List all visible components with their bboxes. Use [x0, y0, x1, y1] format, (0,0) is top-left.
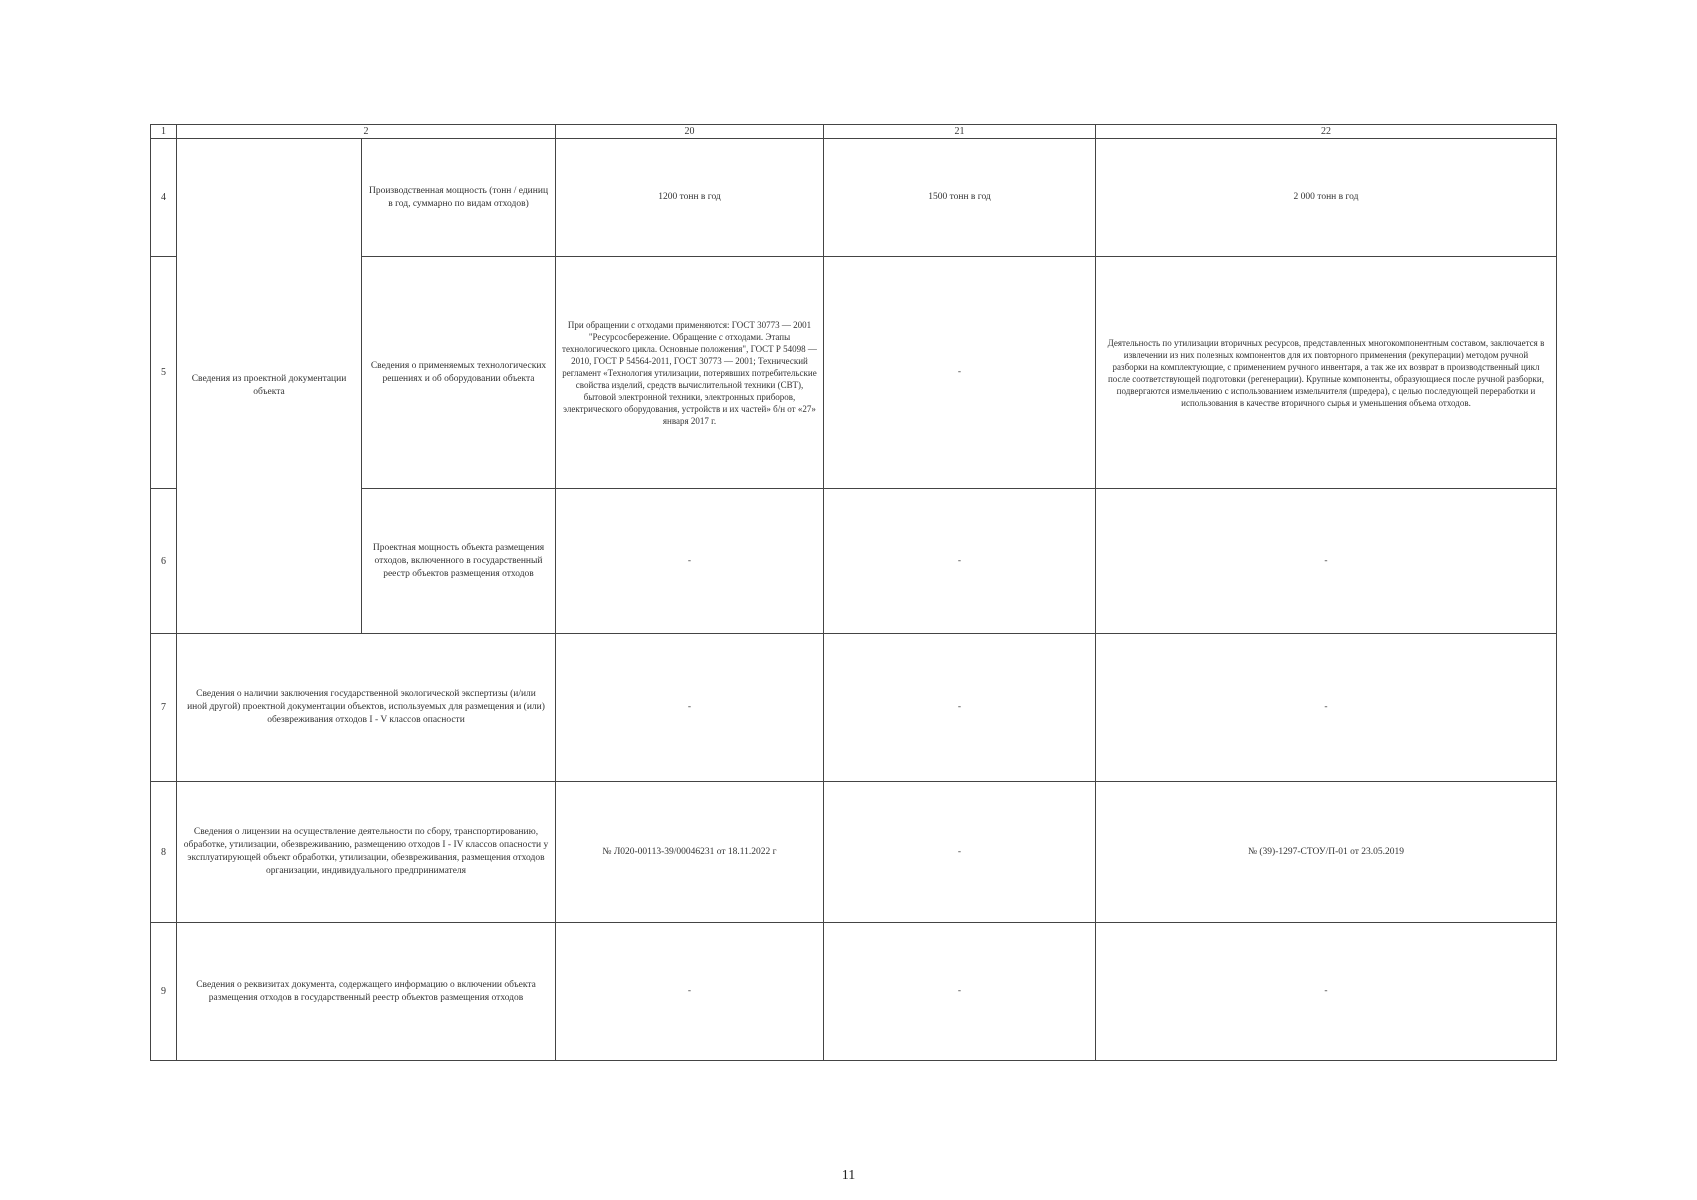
- row-label: Сведения о применяемых технологических решениях и об оборудовании объекта: [362, 257, 556, 489]
- table-row-9: [151, 923, 1557, 1061]
- cell-20: -: [556, 923, 824, 1061]
- row-label: Производственная мощность (тонн / единиц в год, суммарно по видам отходов): [362, 139, 556, 257]
- row-label: Сведения о лицензии на осуществление деятельности по сбору, транспортированию, обработке, утилизации, обезвреживанию, размещению отходов I - IV классов опасности у эксплуатирующей объект обработки, утилизации, обезвреживания, размещения отходов организации, индивидуального предпринимателя: [177, 782, 556, 923]
- header-col-22: 22: [1096, 125, 1557, 139]
- cell-21: -: [824, 257, 1096, 489]
- row-label: Сведения о реквизитах документа, содержащего информацию о включении объекта размещения отходов в государственный реестр объектов размещения отходов: [177, 923, 556, 1061]
- row-label: Сведения о наличии заключения государственной экологической экспертизы (и/или иной другой) проектной документации объектов, используемых для размещения и (или) обезвреживания отходов I - V классов опасности: [177, 634, 556, 782]
- table-row-4: [151, 139, 1557, 257]
- cell-22: -: [1096, 923, 1557, 1061]
- cell-20: -: [556, 634, 824, 782]
- header-col-21: 21: [824, 125, 1096, 139]
- cell-20: При обращении с отходами применяются: ГОСТ 30773 — 2001 "Ресурсосбережение. Обращение с отходами. Этапы технологического цикла. Основные положения", ГОСТ Р 54098 — 2010, ГОСТ Р 54564-2011, ГОСТ 30773 — 2001; Технический регламент «Технология утилизации, потерявших потребительские свойства изделий, средств вычислительной техники (СВТ), бытовой электронной техники, электронных приборов, электрического оборудования, устройств и их частей» б/н от «27» января 2017 г.: [556, 257, 824, 489]
- cell-20: № Л020-00113-39/00046231 от 18.11.2022 г: [556, 782, 824, 923]
- row-number: 5: [151, 257, 177, 489]
- table-row-5: [151, 257, 1557, 489]
- row-number: 9: [151, 923, 177, 1061]
- header-row: [151, 125, 1557, 139]
- table-row-8: [151, 782, 1557, 923]
- table-row-6: [151, 489, 1557, 634]
- data-table: [150, 124, 1557, 1061]
- cell-22: -: [1096, 634, 1557, 782]
- header-col-2: 2: [177, 125, 556, 139]
- cell-22: Деятельность по утилизации вторичных ресурсов, представленных многокомпонентным составом, заключается в извлечении из них полезных компонентов для их повторного применения (рекуперации) методом ручной разборки на комплектующие, с применением ручного инвентаря, а так же их возврат в производственный цикл после соответствующей подготовки (регенерации). Крупные компоненты, образующиеся после ручной разборки, подвергаются измельчению с использованием измельчителя (шредера), с целью последующей переработки и использования в качестве вторичного сырья и уменьшения объема отходов.: [1096, 257, 1557, 489]
- cell-22: -: [1096, 489, 1557, 634]
- row-number: 6: [151, 489, 177, 634]
- row-number: 4: [151, 139, 177, 257]
- cell-20: -: [556, 489, 824, 634]
- header-col-20: 20: [556, 125, 824, 139]
- cell-21: -: [824, 489, 1096, 634]
- table-row-7: [151, 634, 1557, 782]
- group-label-cell: Сведения из проектной документации объекта: [177, 139, 362, 634]
- row-number: 8: [151, 782, 177, 923]
- cell-21: 1500 тонн в год: [824, 139, 1096, 257]
- header-col-1: 1: [151, 125, 177, 139]
- row-number: 7: [151, 634, 177, 782]
- cell-21: -: [824, 782, 1096, 923]
- page-number: 11: [841, 1168, 856, 1183]
- cell-21: -: [824, 634, 1096, 782]
- cell-21: -: [824, 923, 1096, 1061]
- row-label: Проектная мощность объекта размещения отходов, включенного в государственный реестр объектов размещения отходов: [362, 489, 556, 634]
- cell-22: 2 000 тонн в год: [1096, 139, 1557, 257]
- cell-22: № (39)-1297-СТОУ/П-01 от 23.05.2019: [1096, 782, 1557, 923]
- cell-20: 1200 тонн в год: [556, 139, 824, 257]
